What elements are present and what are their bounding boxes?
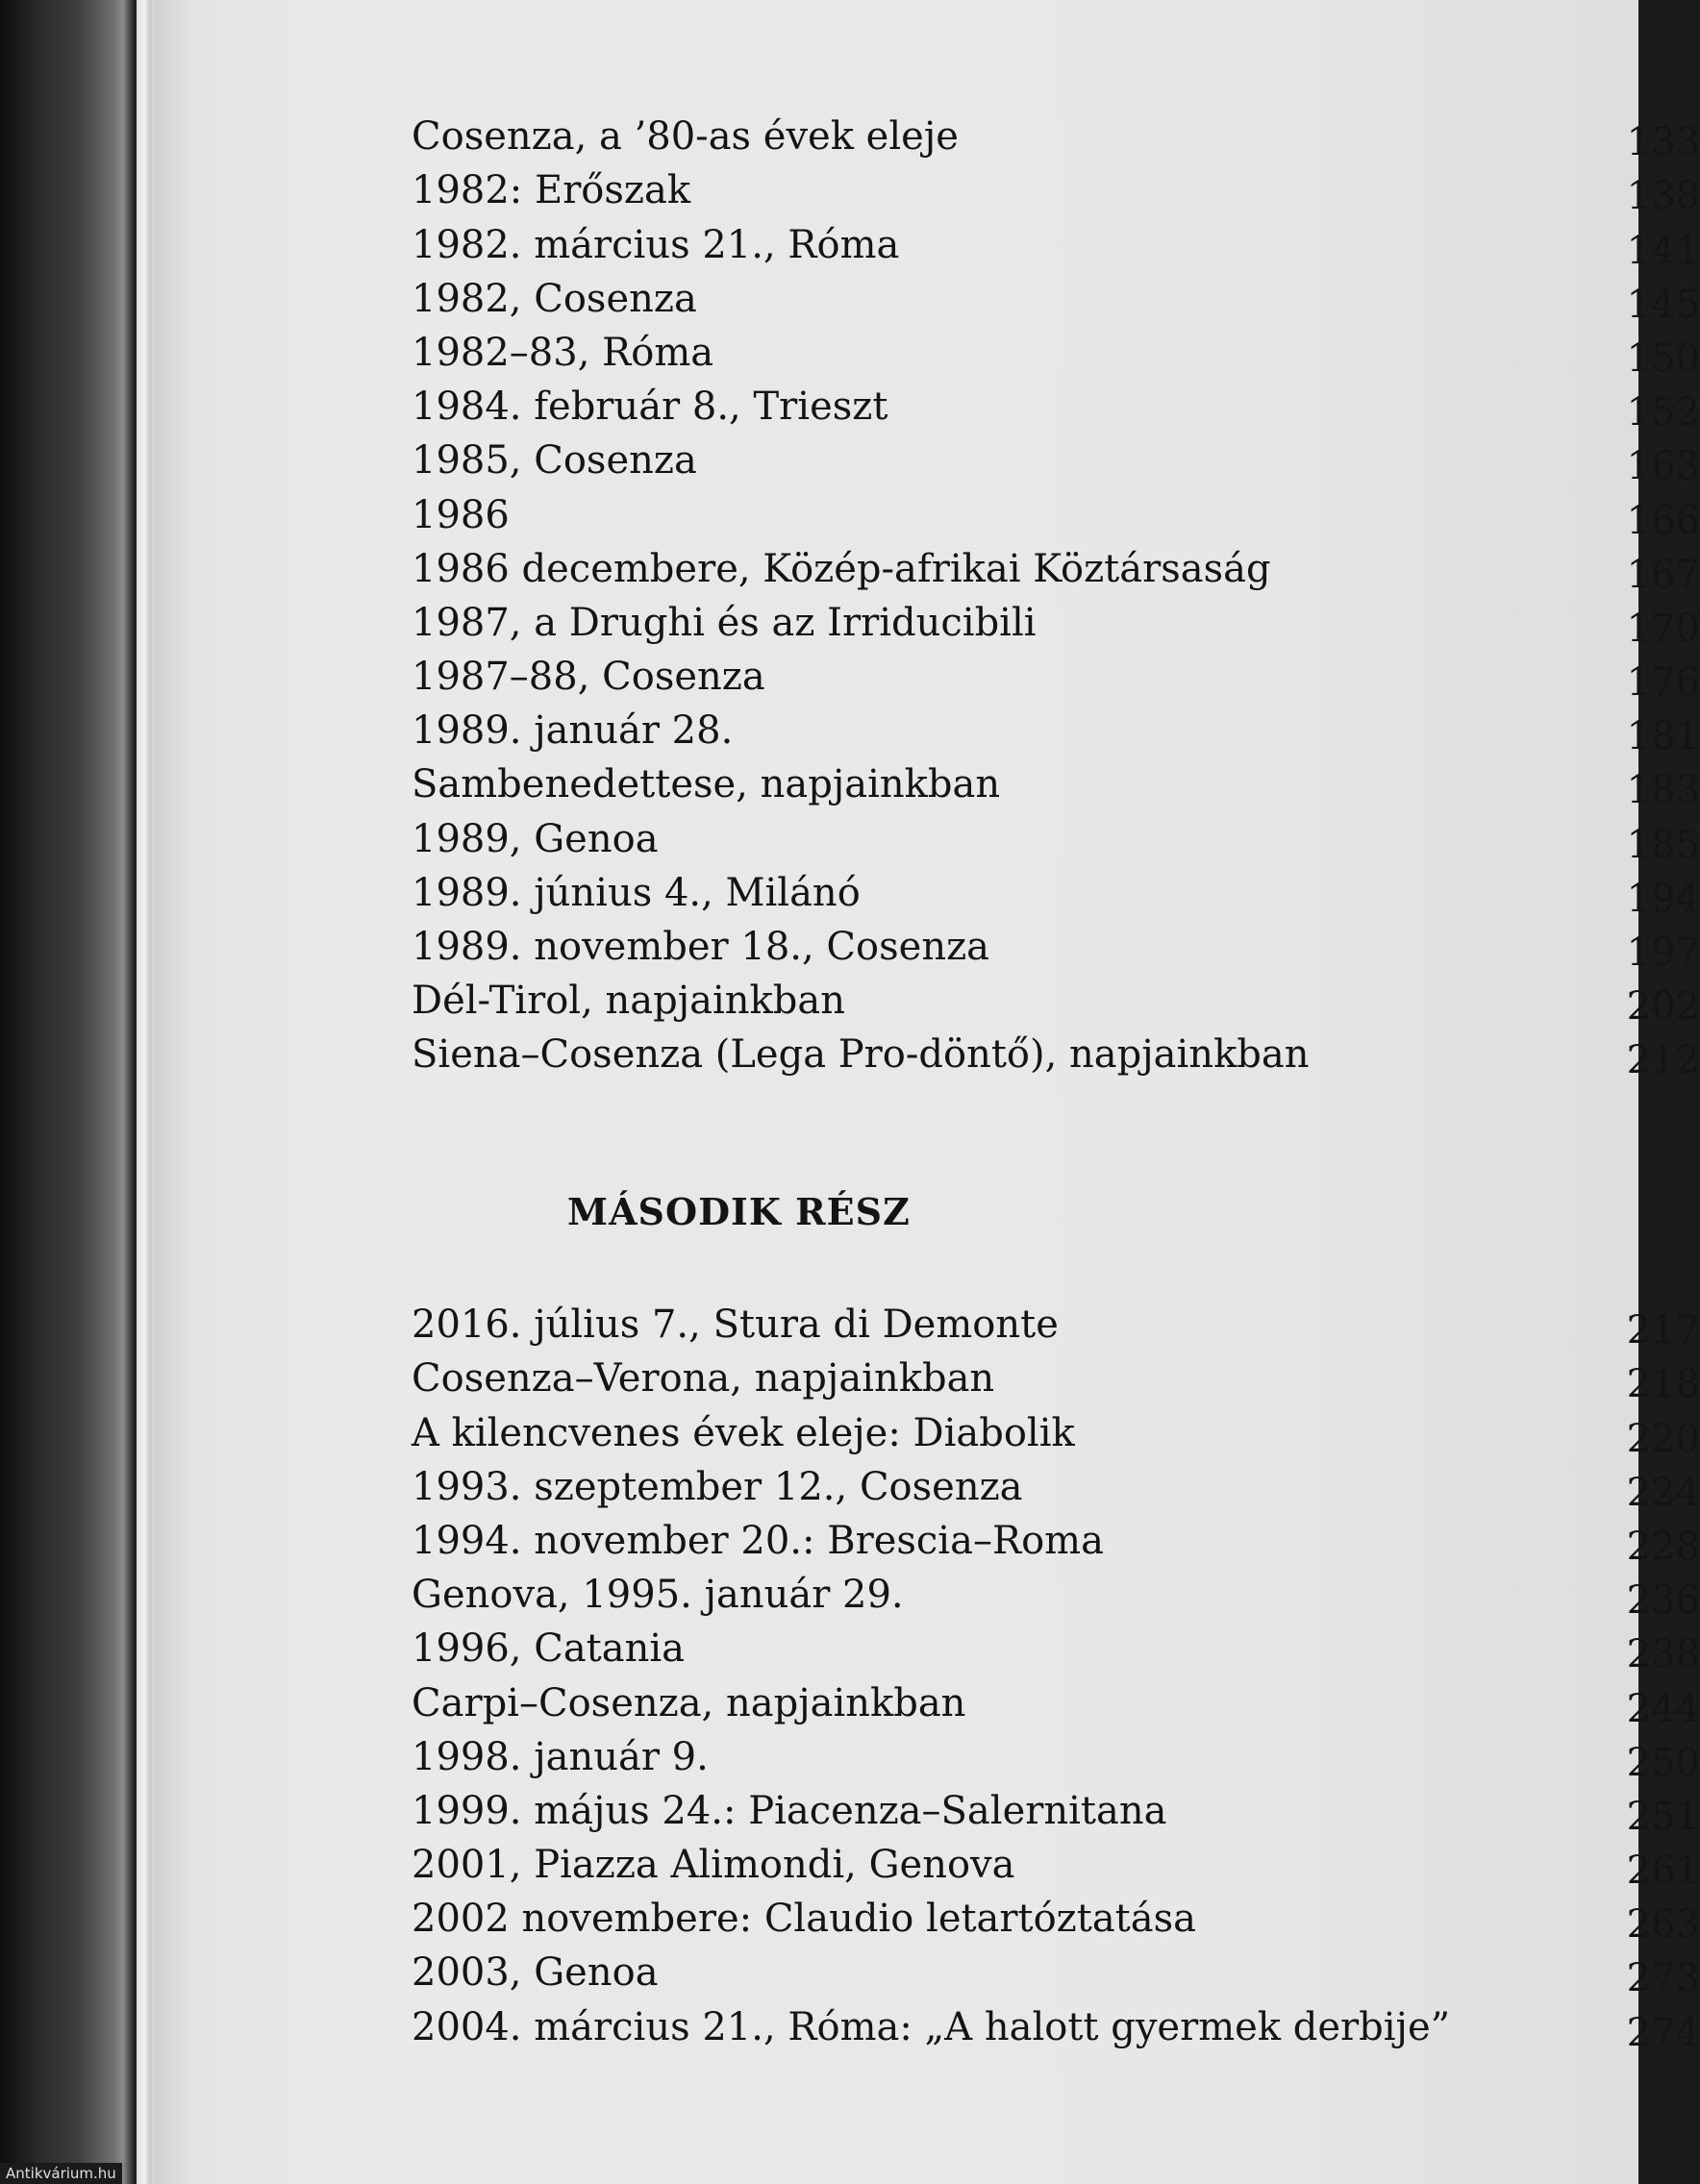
toc-entry-title: A kilencvenes évek eleje: Diabolik — [412, 1410, 1075, 1455]
toc-entry-title: Carpi–Cosenza, napjainkban — [412, 1680, 966, 1725]
toc-entry-title: 1985, Cosenza — [412, 438, 697, 484]
toc-entry — [412, 435, 1700, 489]
toc-entry — [412, 489, 1700, 543]
toc-entry-title: 1996, Catania — [412, 1626, 686, 1672]
toc-entry — [412, 652, 1700, 706]
toc-entry — [412, 2001, 1700, 2055]
toc-entry-page-number: 163 — [1626, 444, 1700, 489]
toc-entry-page-number: 150 — [1626, 335, 1700, 381]
toc-list-part-one — [412, 112, 1700, 1083]
toc-entry-page-number: 183 — [1626, 768, 1700, 813]
toc-entry-page-number: 224 — [1626, 1470, 1700, 1515]
toc-entry-title: 1989, Genoa — [412, 816, 659, 861]
toc-entry-page-number: 181 — [1626, 714, 1700, 759]
toc-entry — [412, 1030, 1700, 1083]
toc-entry-title: 1982: Erőszak — [412, 168, 691, 213]
toc-entry-title: 1986 decembere, Közép-afrikai Köztársaság — [412, 546, 1271, 591]
toc-entry — [412, 1516, 1700, 1570]
toc-entry-page-number: 273 — [1626, 1956, 1700, 2001]
toc-list-part-two — [412, 1300, 1700, 2056]
toc-entry — [412, 544, 1700, 598]
toc-entry — [412, 219, 1700, 273]
toc-entry-page-number: 170 — [1626, 606, 1700, 651]
toc-entry-title: Dél-Tirol, napjainkban — [412, 979, 845, 1024]
toc-entry-page-number: 212 — [1626, 1038, 1700, 1083]
toc-entry-page-number: 197 — [1626, 931, 1700, 975]
toc-entry-page-number: 166 — [1626, 498, 1700, 543]
toc-entry-page-number: 152 — [1626, 390, 1700, 435]
toc-entry-title: 1987, a Drughi és az Irriducibili — [412, 600, 1037, 645]
toc-entry-title: 1998. január 9. — [412, 1734, 709, 1779]
toc-entry — [412, 1300, 1700, 1353]
toc-entry-title: 1986 — [412, 492, 510, 537]
toc-entry-title: 1982. március 21., Róma — [412, 222, 900, 267]
toc-entry-title: 1989. november 18., Cosenza — [412, 925, 989, 969]
toc-entry-page-number: 244 — [1626, 1686, 1700, 1731]
toc-entry — [412, 1732, 1700, 1786]
toc-entry — [412, 165, 1700, 219]
toc-entry-title: 1987–88, Cosenza — [412, 655, 765, 700]
toc-entry — [412, 1786, 1700, 1840]
toc-entry — [412, 382, 1700, 435]
toc-entry-title: 2016. július 7., Stura di Demonte — [412, 1303, 1059, 1348]
toc-entry — [412, 1948, 1700, 2001]
toc-entry-title: 1982, Cosenza — [412, 276, 697, 321]
toc-entry-title: Sambenedettese, napjainkban — [412, 762, 1001, 807]
toc-entry-title: Cosenza–Verona, napjainkban — [412, 1356, 995, 1402]
watermark: Antikvárium.hu — [0, 2163, 122, 2184]
toc-entry-page-number: 238 — [1626, 1632, 1700, 1677]
toc-entry-title: 2003, Genoa — [412, 1950, 659, 1996]
toc-entry-page-number: 251 — [1626, 1794, 1700, 1839]
toc-entry — [412, 1462, 1700, 1516]
toc-entry-title: 1989. június 4., Milánó — [412, 870, 861, 915]
toc-entry — [412, 1624, 1700, 1677]
toc-entry — [412, 706, 1700, 759]
toc-entry — [412, 1677, 1700, 1731]
toc-entry-title: 1999. május 24.: Piacenza–Salernitana — [412, 1788, 1167, 1833]
book-page — [154, 0, 1700, 2184]
toc-entry-page-number: 138 — [1626, 174, 1700, 219]
toc-entry-title: 2001, Piazza Alimondi, Genova — [412, 1843, 1015, 1888]
toc-entry-page-number: 261 — [1626, 1849, 1700, 1894]
toc-entry — [412, 1353, 1700, 1407]
toc-entry-page-number: 194 — [1626, 876, 1700, 921]
toc-entry — [412, 759, 1700, 813]
toc-entry-title: Cosenza, a ’80-as évek eleje — [412, 114, 959, 160]
toc-entry — [412, 598, 1700, 652]
toc-entry-title: Siena–Cosenza (Lega Pro-döntő), napjainkban — [412, 1032, 1310, 1078]
toc-entry — [412, 1407, 1700, 1461]
toc-entry — [412, 274, 1700, 328]
toc-entry-page-number: 250 — [1626, 1740, 1700, 1785]
toc-entry — [412, 1894, 1700, 1948]
toc-entry-page-number: 176 — [1626, 660, 1700, 706]
toc-entry-page-number: 228 — [1626, 1524, 1700, 1569]
toc-entry-title: 1994. november 20.: Brescia–Roma — [412, 1518, 1104, 1563]
toc-entry-title: 2004. március 21., Róma: „A halott gyermek derbije” — [412, 2004, 1451, 2049]
toc-entry — [412, 1840, 1700, 1894]
toc-entry — [412, 868, 1700, 922]
toc-entry-title: 1982–83, Róma — [412, 330, 714, 375]
toc-entry-title: 1993. szeptember 12., Cosenza — [412, 1464, 1023, 1509]
toc-entry-page-number: 145 — [1626, 282, 1700, 327]
toc-entry-page-number: 274 — [1626, 2010, 1700, 2055]
toc-entry-page-number: 167 — [1626, 552, 1700, 597]
toc-entry-page-number: 236 — [1626, 1578, 1700, 1624]
toc-entry-title: Genova, 1995. január 29. — [412, 1573, 904, 1618]
toc-entry-page-number: 141 — [1626, 228, 1700, 273]
toc-entry-title: 1984. február 8., Trieszt — [412, 385, 888, 430]
toc-entry-page-number: 263 — [1626, 1902, 1700, 1948]
toc-entry-page-number: 218 — [1626, 1362, 1700, 1407]
toc-entry-title: 1989. január 28. — [412, 708, 734, 754]
toc-entry — [412, 976, 1700, 1030]
toc-entry — [412, 112, 1700, 165]
toc-entry-page-number: 217 — [1626, 1308, 1700, 1353]
toc-entry — [412, 922, 1700, 976]
toc-entry-page-number: 202 — [1626, 984, 1700, 1030]
book-binding-shadow — [0, 0, 144, 2184]
toc-entry-page-number: 133 — [1626, 120, 1700, 165]
section-heading-part-two: MÁSODIK RÉSZ — [567, 1190, 911, 1233]
page-edge — [137, 0, 156, 2184]
toc-entry-title: 2002 novembere: Claudio letartóztatása — [412, 1897, 1196, 1942]
toc-entry — [412, 1570, 1700, 1624]
toc-entry-page-number: 185 — [1626, 822, 1700, 867]
toc-entry — [412, 813, 1700, 867]
toc-entry — [412, 328, 1700, 382]
toc-entry-page-number: 220 — [1626, 1416, 1700, 1461]
